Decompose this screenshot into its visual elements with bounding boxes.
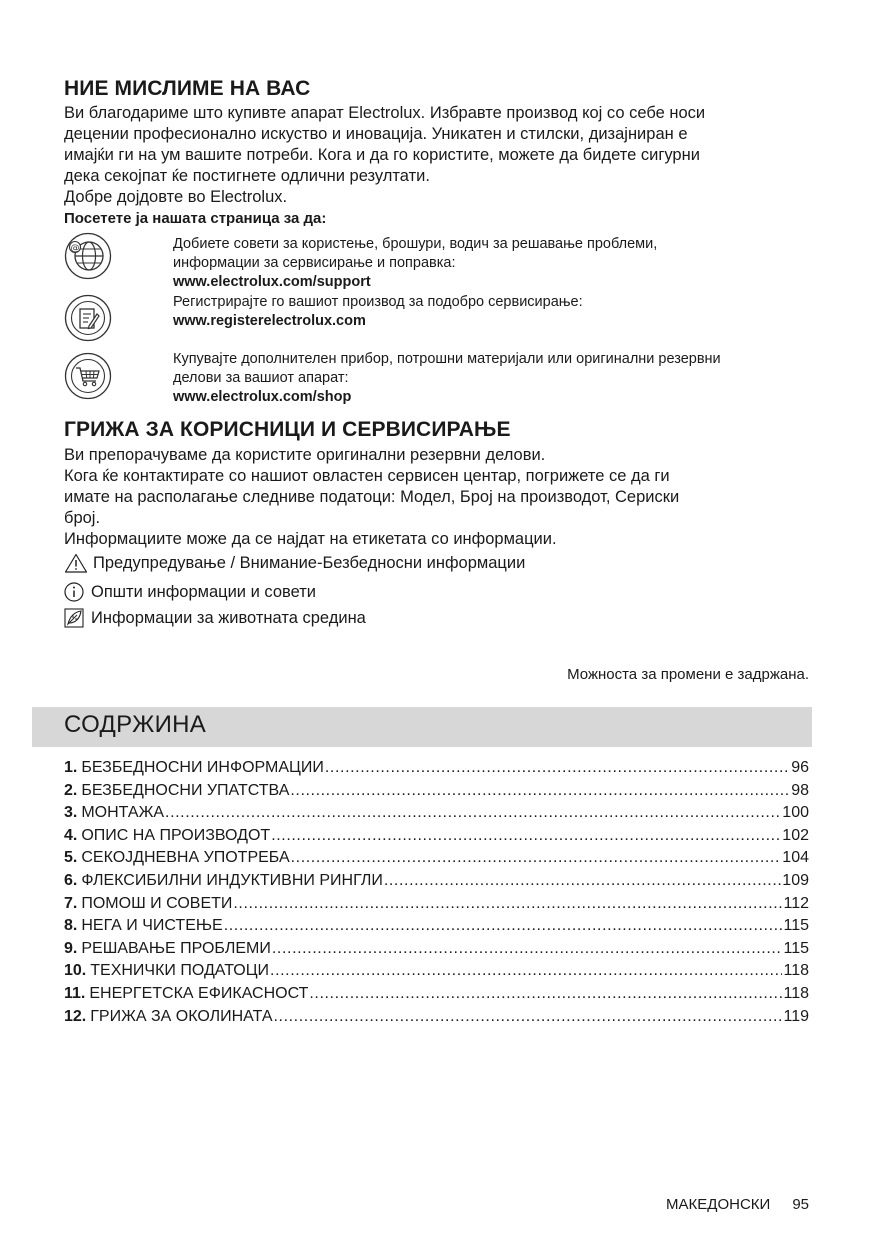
toc-entry[interactable]	[64, 960, 809, 983]
legend-info-label: Општи информации и совети	[91, 583, 317, 601]
care-paragraph	[64, 445, 824, 550]
care-line: Кога ќе контактирате со нашиот овластен сервисен центар, погрижете се да ги	[64, 467, 670, 485]
shop-link-block	[173, 350, 823, 407]
toc-leader-dots	[274, 1006, 783, 1029]
care-line: Информациите може да се најдат на етикетата со информации.	[64, 530, 557, 548]
shop-text: Купувајте дополнителен прибор, потрошни материјали или оригинални резервни	[173, 351, 721, 367]
intro-line: дека секојпат ќе постигнете одлични резултати.	[64, 167, 430, 185]
toc-entry-page: 115	[783, 917, 809, 935]
care-line: имате на располагање следниве податоци: Модел, Број на производот, Сериски	[64, 488, 680, 506]
toc-entry-label: МОНТАЖА	[81, 804, 165, 822]
toc-entry[interactable]	[64, 1006, 809, 1029]
toc-entry[interactable]	[64, 802, 809, 825]
register-url-link[interactable]: www.registerelectrolux.com	[173, 313, 366, 329]
toc-leader-dots	[309, 983, 782, 1006]
toc-entry-label: ГРИЖА ЗА ОКОЛИНАТА	[90, 1007, 273, 1025]
toc-entry-label: ПОМОШ И СОВЕТИ	[81, 894, 233, 912]
toc-entry-number: 9.	[64, 939, 78, 957]
intro-line: имајќи ги на ум вашите потреби. Кога и да го користите, можете да бидете сигурни	[64, 146, 700, 164]
toc-entry[interactable]	[64, 780, 809, 803]
legend-environment	[64, 607, 366, 629]
intro-line: Ви благодариме што купивте апарат Electrolux. Избравте производ кој со себе носи	[64, 104, 706, 122]
svg-text:@: @	[70, 243, 80, 254]
toc-entry-number: 11.	[64, 984, 86, 1002]
toc-leader-dots	[325, 757, 790, 780]
support-text: Добиете совети за користење, брошури, водич за решавање проблеми,	[173, 236, 658, 252]
register-link-block	[173, 293, 823, 331]
warning-icon	[64, 553, 88, 573]
toc-leader-dots	[224, 915, 783, 938]
toc-leader-dots	[233, 893, 782, 916]
legend-info	[64, 581, 316, 603]
toc-entry-page: 119	[783, 1007, 809, 1025]
toc-entry-number: 2.	[64, 781, 78, 799]
toc-entry-page: 98	[791, 781, 809, 799]
toc-entry-number: 4.	[64, 826, 78, 844]
toc-entry-number: 8.	[64, 917, 78, 935]
toc-entry-label: ТЕХНИЧКИ ПОДАТОЦИ	[90, 962, 270, 980]
footer-language: МАКЕДОНСКИ	[666, 1196, 771, 1213]
intro-line: Добре дојдовте во Electrolux.	[64, 188, 288, 206]
toc-entry[interactable]	[64, 915, 809, 938]
care-line: Ви препорачуваме да користите оригинални резервни делови.	[64, 446, 546, 464]
care-line: број.	[64, 509, 101, 527]
toc-leader-dots	[291, 847, 782, 870]
support-text: информации за сервисирање и поправка:	[173, 255, 456, 271]
info-icon	[64, 582, 86, 602]
toc-entry-page: 115	[783, 939, 809, 957]
toc-entry-page: 100	[782, 804, 809, 822]
toc-entry[interactable]	[64, 938, 809, 961]
toc-entry-label: ФЛЕКСИБИЛНИ ИНДУКТИВНИ РИНГЛИ	[81, 871, 383, 889]
legend-warning	[64, 552, 525, 574]
page-number: 95	[792, 1196, 809, 1213]
toc-leader-dots	[165, 802, 781, 825]
legend-environment-label: Информации за животната средина	[91, 609, 366, 627]
toc-entry[interactable]	[64, 825, 809, 848]
toc-entry-label: НЕГА И ЧИСТЕЊЕ	[81, 917, 223, 935]
toc-entry-label: СЕКОЈДНЕВНА УПОТРЕБА	[81, 849, 290, 867]
toc-entry-number: 5.	[64, 849, 78, 867]
section-heading-we-think: НИЕ МИСЛИМЕ НА ВАС	[64, 77, 311, 100]
support-link-block	[173, 235, 823, 292]
toc-entry[interactable]	[64, 757, 809, 780]
intro-paragraph	[64, 103, 824, 229]
toc-entry-number: 6.	[64, 871, 78, 889]
register-icon	[64, 294, 112, 342]
toc-entry-page: 102	[782, 826, 809, 844]
globe-icon	[64, 232, 112, 280]
legend-warning-label: Предупредување / Внимание-Безбедносни информации	[93, 554, 526, 572]
changes-reserved-note: Можноста за промени е задржана.	[567, 666, 809, 683]
toc-entry[interactable]	[64, 870, 809, 893]
toc-entry-page: 104	[782, 849, 809, 867]
shop-text: делови за вашиот апарат:	[173, 370, 349, 386]
toc-entry-number: 10.	[64, 962, 87, 980]
toc-entry-page: 96	[791, 759, 809, 776]
leaf-icon	[64, 608, 86, 628]
toc-leader-dots	[270, 960, 782, 983]
toc-entry[interactable]	[64, 983, 809, 1006]
toc-entry-number: 12.	[64, 1007, 87, 1025]
toc-title: СОДРЖИНА	[64, 711, 207, 738]
intro-line: децении професионално искуство и иновација. Уникатен и стилски, дизајниран е	[64, 125, 688, 143]
toc-entry-label: БЕЗБЕДНОСНИ УПАТСТВА	[81, 781, 290, 799]
toc-entry-number: 3.	[64, 804, 78, 822]
toc-entry-label: ОПИС НА ПРОИЗВОДОТ	[81, 826, 271, 844]
shop-url-link[interactable]: www.electrolux.com/shop	[173, 389, 352, 405]
toc-entry-page: 109	[782, 871, 809, 889]
toc-leader-dots	[290, 780, 790, 803]
register-text: Регистрирајте го вашиот производ за подобро сервисирање:	[173, 294, 583, 310]
toc-entry[interactable]	[64, 893, 809, 916]
toc-leader-dots	[272, 938, 783, 961]
toc-leader-dots	[271, 825, 781, 848]
toc-entry-page: 118	[783, 962, 809, 980]
shopping-cart-icon	[64, 352, 112, 400]
toc-entry[interactable]	[64, 847, 809, 870]
toc-leader-dots	[384, 870, 781, 893]
toc-entry-page: 112	[783, 894, 809, 912]
toc-entry-number: 1.	[64, 759, 78, 776]
toc-entry-number: 7.	[64, 894, 78, 912]
toc-entry-label: РЕШАВАЊЕ ПРОБЛЕМИ	[81, 939, 271, 957]
toc-entry-label: ЕНЕРГЕТСКА ЕФИКАСНОСТ	[89, 984, 309, 1002]
table-of-contents	[64, 757, 809, 1028]
page-footer	[666, 1196, 809, 1213]
support-url-link[interactable]: www.electrolux.com/support	[173, 274, 371, 290]
toc-entry-page: 118	[783, 984, 809, 1002]
section-heading-customer-care: ГРИЖА ЗА КОРИСНИЦИ И СЕРВИСИРАЊЕ	[64, 418, 511, 441]
visit-heading: Посетете ја нашата страница за да:	[64, 210, 327, 227]
toc-entry-label: БЕЗБЕДНОСНИ ИНФОРМАЦИИ	[81, 759, 324, 776]
toc-title-bar	[32, 707, 812, 747]
